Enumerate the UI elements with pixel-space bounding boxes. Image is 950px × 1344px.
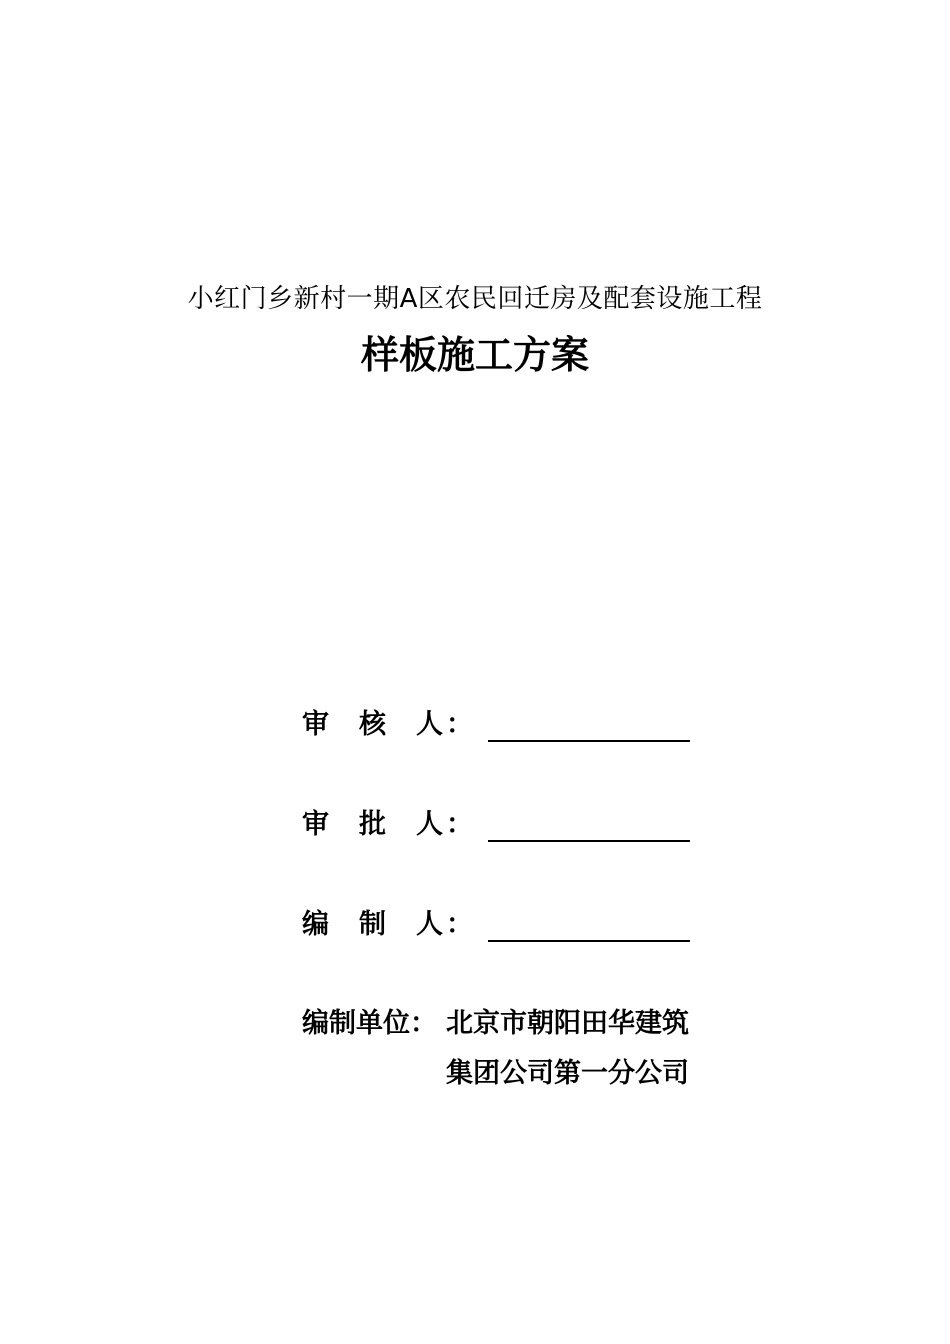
compiler-label-colon: ： bbox=[446, 909, 473, 940]
reviewer-label-char-2: 核 bbox=[359, 709, 386, 740]
compiler-label-char-3: 人 bbox=[416, 909, 443, 940]
document-title: 样板施工方案 bbox=[360, 333, 589, 377]
organization-name-line-1: 北京市朝阳田华建筑 bbox=[446, 1008, 689, 1039]
compiler-label-char-2: 制 bbox=[359, 909, 386, 940]
reviewer-label-colon: ： bbox=[446, 709, 473, 740]
organization-label: 编制单位： bbox=[302, 1008, 437, 1039]
reviewer-label-char-1: 审 bbox=[302, 709, 329, 740]
reviewer-signature-line bbox=[488, 740, 690, 742]
organization-name-line-2: 集团公司第一分公司 bbox=[446, 1058, 689, 1089]
compiler-row bbox=[302, 905, 702, 945]
approver-signature-line bbox=[488, 840, 690, 842]
approver-label-char-2: 批 bbox=[359, 809, 386, 840]
compiler-signature-line bbox=[488, 940, 690, 942]
reviewer-row bbox=[302, 705, 702, 745]
approver-label-char-3: 人 bbox=[416, 809, 443, 840]
project-title: 小红门乡新村一期A区农民回迁房及配套设施工程 bbox=[187, 284, 763, 314]
approver-label-colon: ： bbox=[446, 809, 473, 840]
compiler-label-char-1: 编 bbox=[302, 909, 329, 940]
approver-label-char-1: 审 bbox=[302, 809, 329, 840]
approver-row bbox=[302, 805, 702, 845]
reviewer-label-char-3: 人 bbox=[416, 709, 443, 740]
